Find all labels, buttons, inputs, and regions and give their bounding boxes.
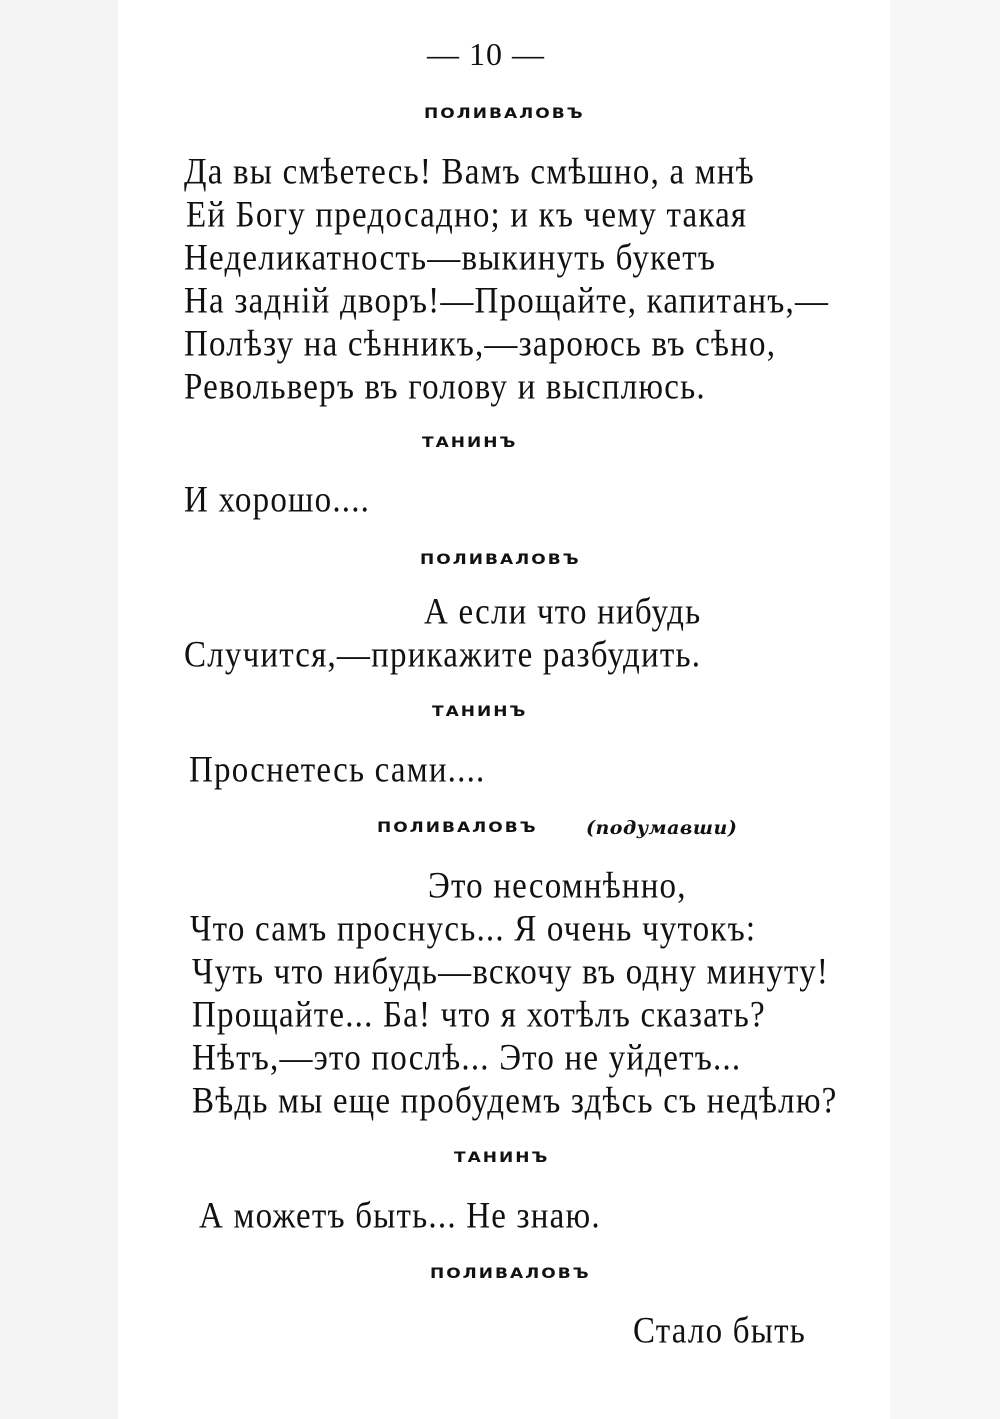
speaker-name: ПОЛИВАЛОВЪ bbox=[377, 819, 538, 837]
speaker-name: ПОЛИВАЛОВЪ bbox=[430, 1265, 591, 1283]
verse-line: Прощайте... Ба! что я хотѣлъ сказать? bbox=[192, 995, 766, 1036]
verse-line: Полѣзу на сѣнникъ,—зароюсь въ сѣно, bbox=[184, 324, 777, 365]
verse-line: Чуть что нибудь—вскочу въ одну минуту! bbox=[192, 952, 830, 993]
verse-line: На задній дворъ!—Прощайте, капитанъ,— bbox=[184, 281, 830, 322]
verse-line: Нѣтъ,—это послѣ... Это не уйдетъ... bbox=[192, 1038, 742, 1079]
page-number: — 10 — bbox=[427, 36, 545, 72]
speaker-name: ТАНИНЪ bbox=[422, 434, 518, 452]
speaker-name: ПОЛИВАЛОВЪ bbox=[420, 551, 581, 569]
stage-direction: (подумавши) bbox=[586, 817, 738, 839]
verse-line: А можетъ быть... Не знаю. bbox=[199, 1196, 601, 1237]
verse-line: Ей Богу предосадно; и къ чему такая bbox=[186, 195, 748, 236]
verse-line: Это несомнѣнно, bbox=[428, 866, 687, 907]
verse-line: Револьверъ въ голову и высплюсь. bbox=[184, 367, 706, 408]
verse-line: И хорошо.... bbox=[184, 480, 371, 521]
page-right-margin bbox=[890, 0, 1000, 1419]
verse-line: Неделикатность—выкинуть букетъ bbox=[184, 238, 717, 279]
speaker-name: ПОЛИВАЛОВЪ bbox=[424, 105, 585, 123]
verse-line: Случится,—прикажите разбудить. bbox=[184, 635, 702, 676]
speaker-name: ТАНИНЪ bbox=[454, 1149, 550, 1167]
verse-line: Стало быть bbox=[633, 1311, 806, 1352]
verse-line: Вѣдь мы еще пробудемъ здѣсь съ недѣлю? bbox=[192, 1081, 838, 1122]
verse-line: А если что нибудь bbox=[424, 592, 702, 633]
verse-line: Да вы смѣетесь! Вамъ смѣшно, а мнѣ bbox=[184, 152, 755, 193]
speaker-name: ТАНИНЪ bbox=[432, 703, 528, 721]
verse-line: Проснетесь сами.... bbox=[189, 750, 486, 791]
page-left-margin bbox=[0, 0, 118, 1419]
verse-line: Что самъ проснусь... Я очень чутокъ: bbox=[190, 909, 757, 950]
